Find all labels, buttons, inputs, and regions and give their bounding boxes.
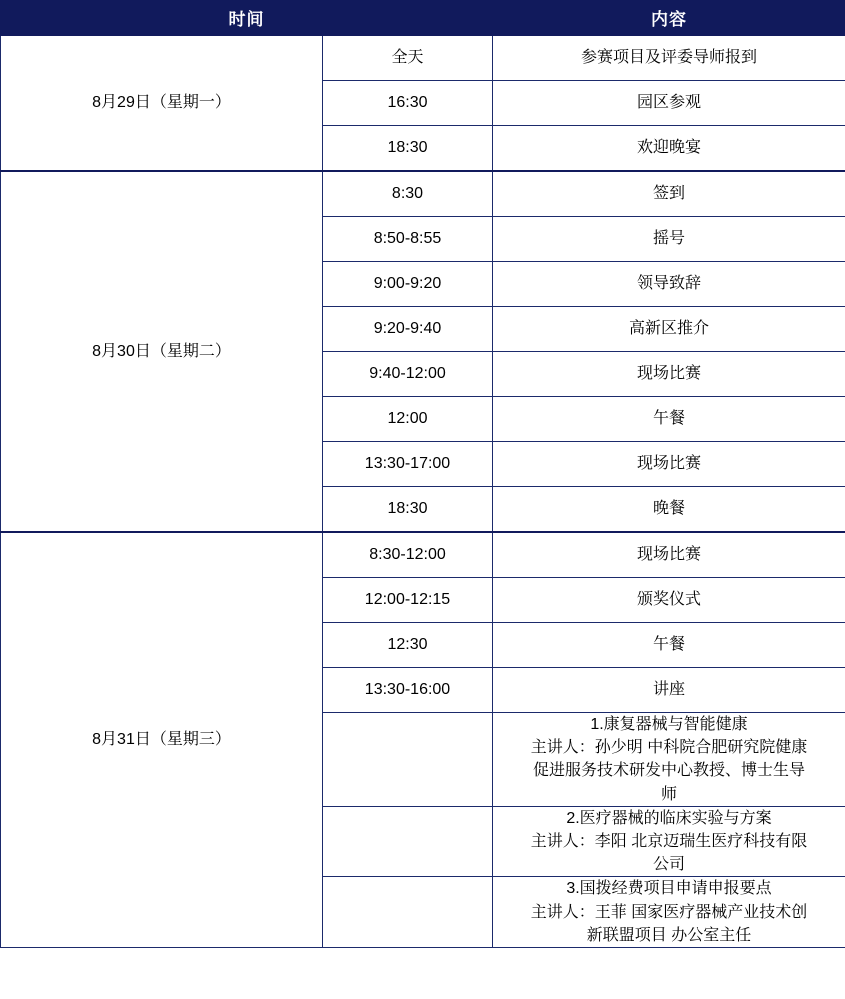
- lecture-line: 新联盟项目 办公室主任: [586, 926, 752, 944]
- content-cell: 讲座: [493, 668, 845, 713]
- time-cell: 9:40-12:00: [323, 352, 493, 397]
- content-cell: 欢迎晚宴: [493, 126, 845, 172]
- content-cell: 签到: [493, 171, 845, 217]
- time-cell: [323, 877, 493, 948]
- content-cell: 现场比赛: [493, 442, 845, 487]
- table-row: [1, 35, 845, 81]
- table-body: [1, 35, 845, 947]
- lecture-line: 主讲人：王菲 国家医疗器械产业技术创: [530, 903, 808, 921]
- lecture-line: 促进服务技术研发中心教授、博士生导: [532, 762, 805, 780]
- content-cell: 参赛项目及评委导师报到: [493, 35, 845, 81]
- time-cell: 12:00: [323, 397, 493, 442]
- date-cell-day3: 8月31日（星期三）: [1, 532, 323, 947]
- content-cell: 高新区推介: [493, 307, 845, 352]
- time-cell: 8:30-12:00: [323, 532, 493, 578]
- table-header: [1, 1, 845, 36]
- content-cell: 现场比赛: [493, 352, 845, 397]
- content-cell: 颁奖仪式: [493, 578, 845, 623]
- lecture-cell-3: [493, 877, 845, 948]
- time-cell: 全天: [323, 35, 493, 81]
- lecture-cell-2: [493, 806, 845, 877]
- lecture-line: 公司: [652, 856, 685, 874]
- content-cell: 现场比赛: [493, 532, 845, 578]
- lecture-line: 主讲人：孙少明 中科院合肥研究院健康: [530, 739, 808, 757]
- lecture-line: 师: [660, 785, 677, 803]
- table-header-row: [1, 1, 845, 36]
- header-content: 内容: [493, 1, 845, 36]
- content-cell: 午餐: [493, 623, 845, 668]
- time-cell: 8:30: [323, 171, 493, 217]
- content-cell: 园区参观: [493, 81, 845, 126]
- time-cell: [323, 713, 493, 807]
- date-cell-day2: 8月30日（星期二）: [1, 171, 323, 532]
- time-cell: 18:30: [323, 487, 493, 533]
- time-cell: 16:30: [323, 81, 493, 126]
- time-cell: 9:20-9:40: [323, 307, 493, 352]
- lecture-cell-1: [493, 713, 845, 807]
- time-cell: 9:00-9:20: [323, 262, 493, 307]
- time-cell: 12:00-12:15: [323, 578, 493, 623]
- lecture-line: 1.康复器械与智能健康: [590, 716, 748, 733]
- table-row: [1, 171, 845, 217]
- content-cell: 摇号: [493, 217, 845, 262]
- time-cell: 12:30: [323, 623, 493, 668]
- time-cell: 13:30-16:00: [323, 668, 493, 713]
- table-row: [1, 532, 845, 578]
- content-cell: 领导致辞: [493, 262, 845, 307]
- time-cell: [323, 806, 493, 877]
- time-cell: 8:50-8:55: [323, 217, 493, 262]
- lecture-line: 3.国拨经费项目申请申报要点: [566, 880, 772, 898]
- lecture-line: 2.医疗器械的临床实验与方案: [566, 809, 772, 827]
- time-cell: 13:30-17:00: [323, 442, 493, 487]
- header-time: 时间: [1, 1, 493, 36]
- content-cell: 午餐: [493, 397, 845, 442]
- lecture-line: 主讲人：李阳 北京迈瑞生医疗科技有限: [530, 832, 808, 850]
- time-cell: 18:30: [323, 126, 493, 172]
- date-cell-day1: 8月29日（星期一）: [1, 35, 323, 171]
- content-cell: 晚餐: [493, 487, 845, 533]
